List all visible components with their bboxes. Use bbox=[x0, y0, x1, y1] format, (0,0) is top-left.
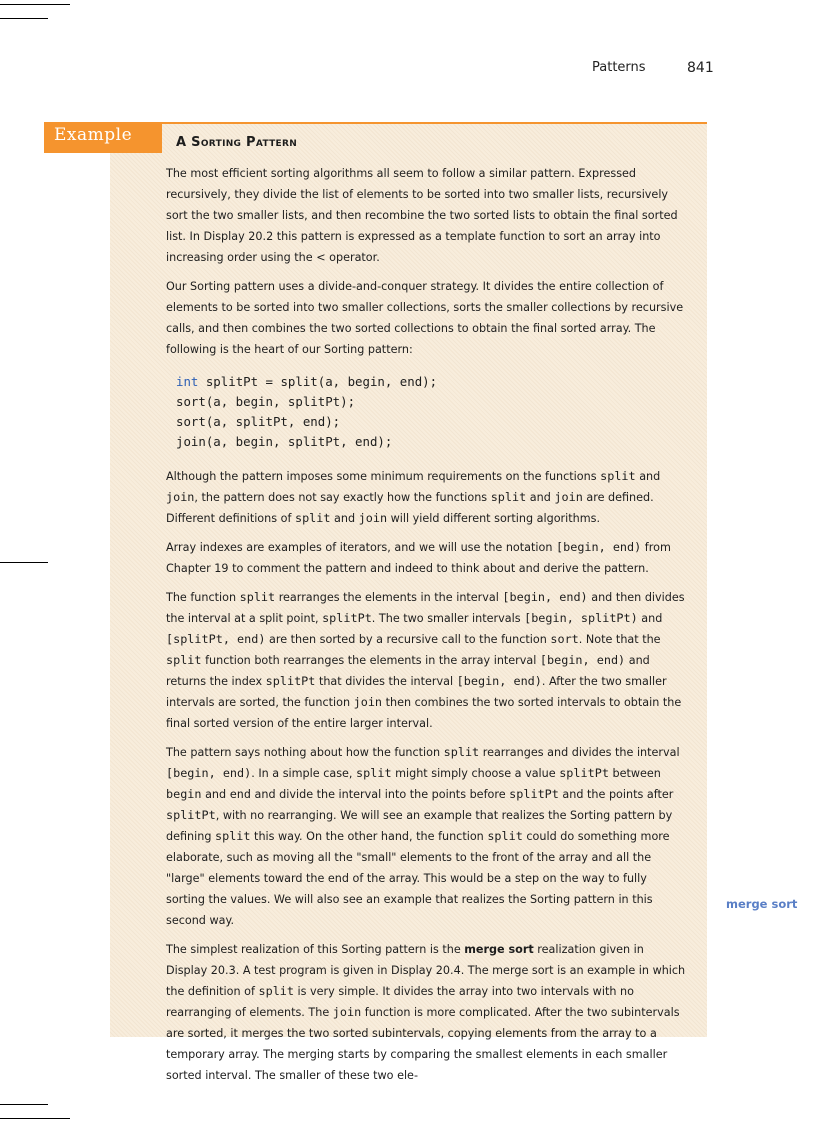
paragraph-2: Our Sorting pattern uses a divide-and-conquer strategy. It divides the entire collection of elements to be sorted into two smaller collections, sorts the smaller collections by recursive calls, and then combines the two sorted collections to obtain the final sorted array. The following is the heart of our Sorting pattern: bbox=[166, 280, 684, 356]
code-keyword: int bbox=[176, 374, 199, 389]
paragraph-3: Although the pattern imposes some minimum requirements on the functions split and join, the pattern does not say exactly how the functions split and join are defined. Different definitions of split and join will yield different sorting algorithms. bbox=[166, 469, 661, 525]
margin-note: merge sort bbox=[726, 897, 798, 911]
example-title bbox=[176, 133, 686, 153]
running-header bbox=[0, 60, 816, 80]
term-merge-sort: merge sort bbox=[464, 943, 534, 956]
example-label: Example bbox=[44, 122, 162, 153]
crop-mark bbox=[0, 562, 48, 563]
code-block bbox=[176, 372, 686, 452]
section-title: Patterns bbox=[592, 60, 646, 75]
crop-mark bbox=[0, 18, 48, 19]
crop-mark bbox=[0, 1104, 48, 1105]
paragraph-4: Array indexes are examples of iterators, and we will use the notation [begin, end) from Chapter 19 to comment the pattern and indeed to think about and derive the pattern. bbox=[166, 540, 671, 575]
paragraph-6: The pattern says nothing about how the function split rearranges and divides the interval [begin, end). In a simple case, split might simply choose a value splitPt between begin and end and divide the interval into the points before splitPt and the points after splitPt, with no rearranging. We will see an example that realizes the Sorting pattern by defining split this way. On the other hand, the function split could do something more elaborate, such as moving all the "small" elements to the front of the array and all the "large" elements toward the end of the array. This would be a step on the way to fully sorting the values. We will also see an example that realizes the Sorting pattern in this second way. bbox=[166, 745, 680, 927]
crop-mark bbox=[0, 1118, 70, 1119]
code-line-2: sort(a, begin, splitPt); bbox=[176, 394, 356, 409]
title-text: A Sorting Pattern bbox=[176, 135, 298, 150]
crop-mark bbox=[0, 4, 70, 5]
code-line-4: join(a, begin, splitPt, end); bbox=[176, 434, 393, 449]
code-line-1: splitPt = split(a, begin, end); bbox=[198, 374, 438, 389]
paragraph-7: The simplest realization of this Sorting pattern is the merge sort realization given in Display 20.3. A test program is given in Display 20.4. The merge sort is an example in which the definition of split is very simple. It divides the array into two intervals with no rearranging of elements. The join function is more complicated. After the two subintervals are sorted, it merges the two sorted subintervals, copying elements from the array to a temporary array. The merging starts by comparing the smallest elements in each smaller sorted interval. The smaller of these two ele- bbox=[166, 943, 686, 1082]
example-content bbox=[166, 133, 686, 1094]
paragraph-1: The most efficient sorting algorithms all seem to follow a similar pattern. Expressed recursively, they divide the list of elements to be sorted into two smaller lists, recursively sort the two smaller lists, and then recombine the two sorted lists to obtain the final sorted list. In Display 20.2 this pattern is expressed as a template function to sort an array into increasing order using the < operator. bbox=[166, 167, 678, 264]
paragraph-5: The function split rearranges the elements in the interval [begin, end) and then divides the interval at a split point, splitPt. The two smaller intervals [begin, splitPt) and [splitPt, end) are then sorted by a recursive call to the function sort. Note that the split function both rearranges the elements in the array interval [begin, end) and returns the index splitPt that divides the interval [begin, end). After the two smaller intervals are sorted, the function join then combines the two sorted intervals to obtain the final sorted version of the entire larger interval. bbox=[166, 590, 685, 730]
code-line-3: sort(a, splitPt, end); bbox=[176, 414, 341, 429]
page-number: 841 bbox=[687, 60, 714, 76]
